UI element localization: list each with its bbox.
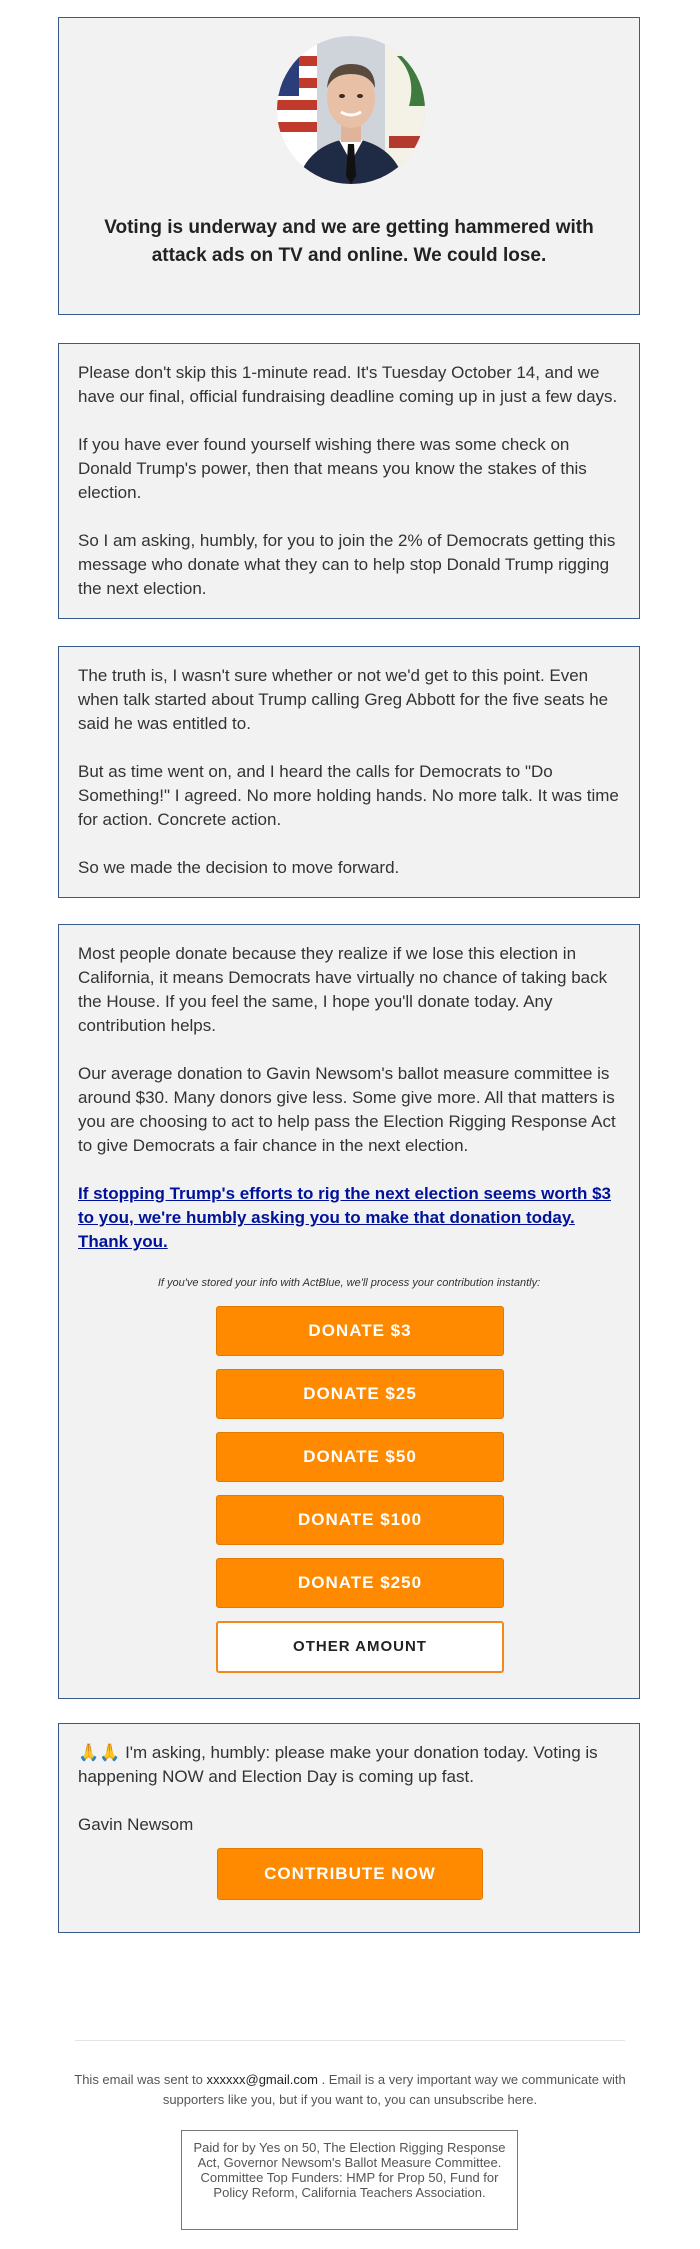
- donation-paragraph-2: Our average donation to Gavin Newsom's ballot measure committee is around $30. Many donors give less. Some give more. All that matters is you are choosing to act to help pass the Election Rigging Response Act to give Democrats a fair chance in the next election.: [78, 1064, 616, 1155]
- donate-100-button[interactable]: DONATE $100: [216, 1495, 504, 1545]
- paid-for-disclaimer: Paid for by Yes on 50, The Election Rigging Response Act, Governor Newsom's Ballot Measure Committee. Committee Top Funders: HMP for Prop 50, Fund for Policy Reform, California Teachers Association.: [181, 2130, 518, 2230]
- intro-box: [58, 343, 640, 619]
- header-box: [58, 17, 640, 315]
- donate-25-button[interactable]: DONATE $25: [216, 1369, 504, 1419]
- closing-paragraph: [78, 1741, 620, 1789]
- praying-hands-icon: 🙏🙏: [78, 1743, 121, 1762]
- avatar-photo: [277, 36, 425, 184]
- unsubscribe-link[interactable]: unsubscribe here: [433, 2092, 534, 2107]
- closing-box: [58, 1723, 640, 1933]
- headline: Voting is underway and we are getting hammered with attack ads on TV and online. We could lose.: [104, 217, 594, 266]
- contribute-now-button[interactable]: CONTRIBUTE NOW: [217, 1848, 483, 1900]
- intro-paragraph-1: Please don't skip this 1-minute read. It's Tuesday October 14, and we have our final, official fundraising deadline coming up in just a few days.: [78, 363, 618, 406]
- footer-divider: [75, 2040, 625, 2041]
- footer-email: xxxxxx@gmail.com: [206, 2072, 318, 2087]
- footer-note: [60, 2070, 640, 2110]
- closing-text: I'm asking, humbly: please make your donation today. Voting is happening NOW and Election Day is coming up fast.: [78, 1743, 598, 1786]
- avatar: [277, 36, 425, 184]
- actblue-note: If you've stored your info with ActBlue, we'll process your contribution instantly:: [157, 1277, 541, 1289]
- footer-sent-prefix: This email was sent to: [74, 2072, 203, 2087]
- donate-50-button[interactable]: DONATE $50: [216, 1432, 504, 1482]
- intro-paragraph-3: So I am asking, humbly, for you to join the 2% of Democrats getting this message who donate what they can to help stop Donald Trump rigging the next election.: [78, 531, 616, 598]
- donation-box: [58, 924, 640, 1699]
- donate-3-button[interactable]: DONATE $3: [216, 1306, 504, 1356]
- donation-link-paragraph: [78, 1182, 620, 1254]
- footer-period: .: [533, 2092, 538, 2107]
- footer-sent-suffix: . Email is a very important way we communicate with supporters like you, but if you want to, you can: [162, 2072, 626, 2107]
- story-paragraph-2: But as time went on, and I heard the calls for Democrats to "Do Something!" I agreed. No more holding hands. No more talk. It was time for action. Concrete action.: [78, 762, 619, 829]
- other-amount-button[interactable]: OTHER AMOUNT: [216, 1621, 504, 1673]
- story-paragraph-3: So we made the decision to move forward.: [78, 858, 400, 877]
- intro-paragraph-2: If you have ever found yourself wishing there was some check on Donald Trump's power, then that means you know the stakes of this election.: [78, 435, 587, 502]
- donate-250-button[interactable]: DONATE $250: [216, 1558, 504, 1608]
- story-paragraph-1: The truth is, I wasn't sure whether or not we'd get to this point. Even when talk started about Trump calling Greg Abbott for the five seats he said he was entitled to.: [78, 666, 609, 733]
- signature: Gavin Newsom: [78, 1815, 194, 1834]
- story-box: [58, 646, 640, 898]
- donation-paragraph-1: Most people donate because they realize if we lose this election in California, it means Democrats have virtually no chance of taking back the House. If you feel the same, I hope you'll donate today. Any contribution helps.: [78, 944, 608, 1035]
- donate-3-link[interactable]: If stopping Trump's efforts to rig the next election seems worth $3 to you, we're humbly asking you to make that donation today. Thank you.: [78, 1184, 612, 1251]
